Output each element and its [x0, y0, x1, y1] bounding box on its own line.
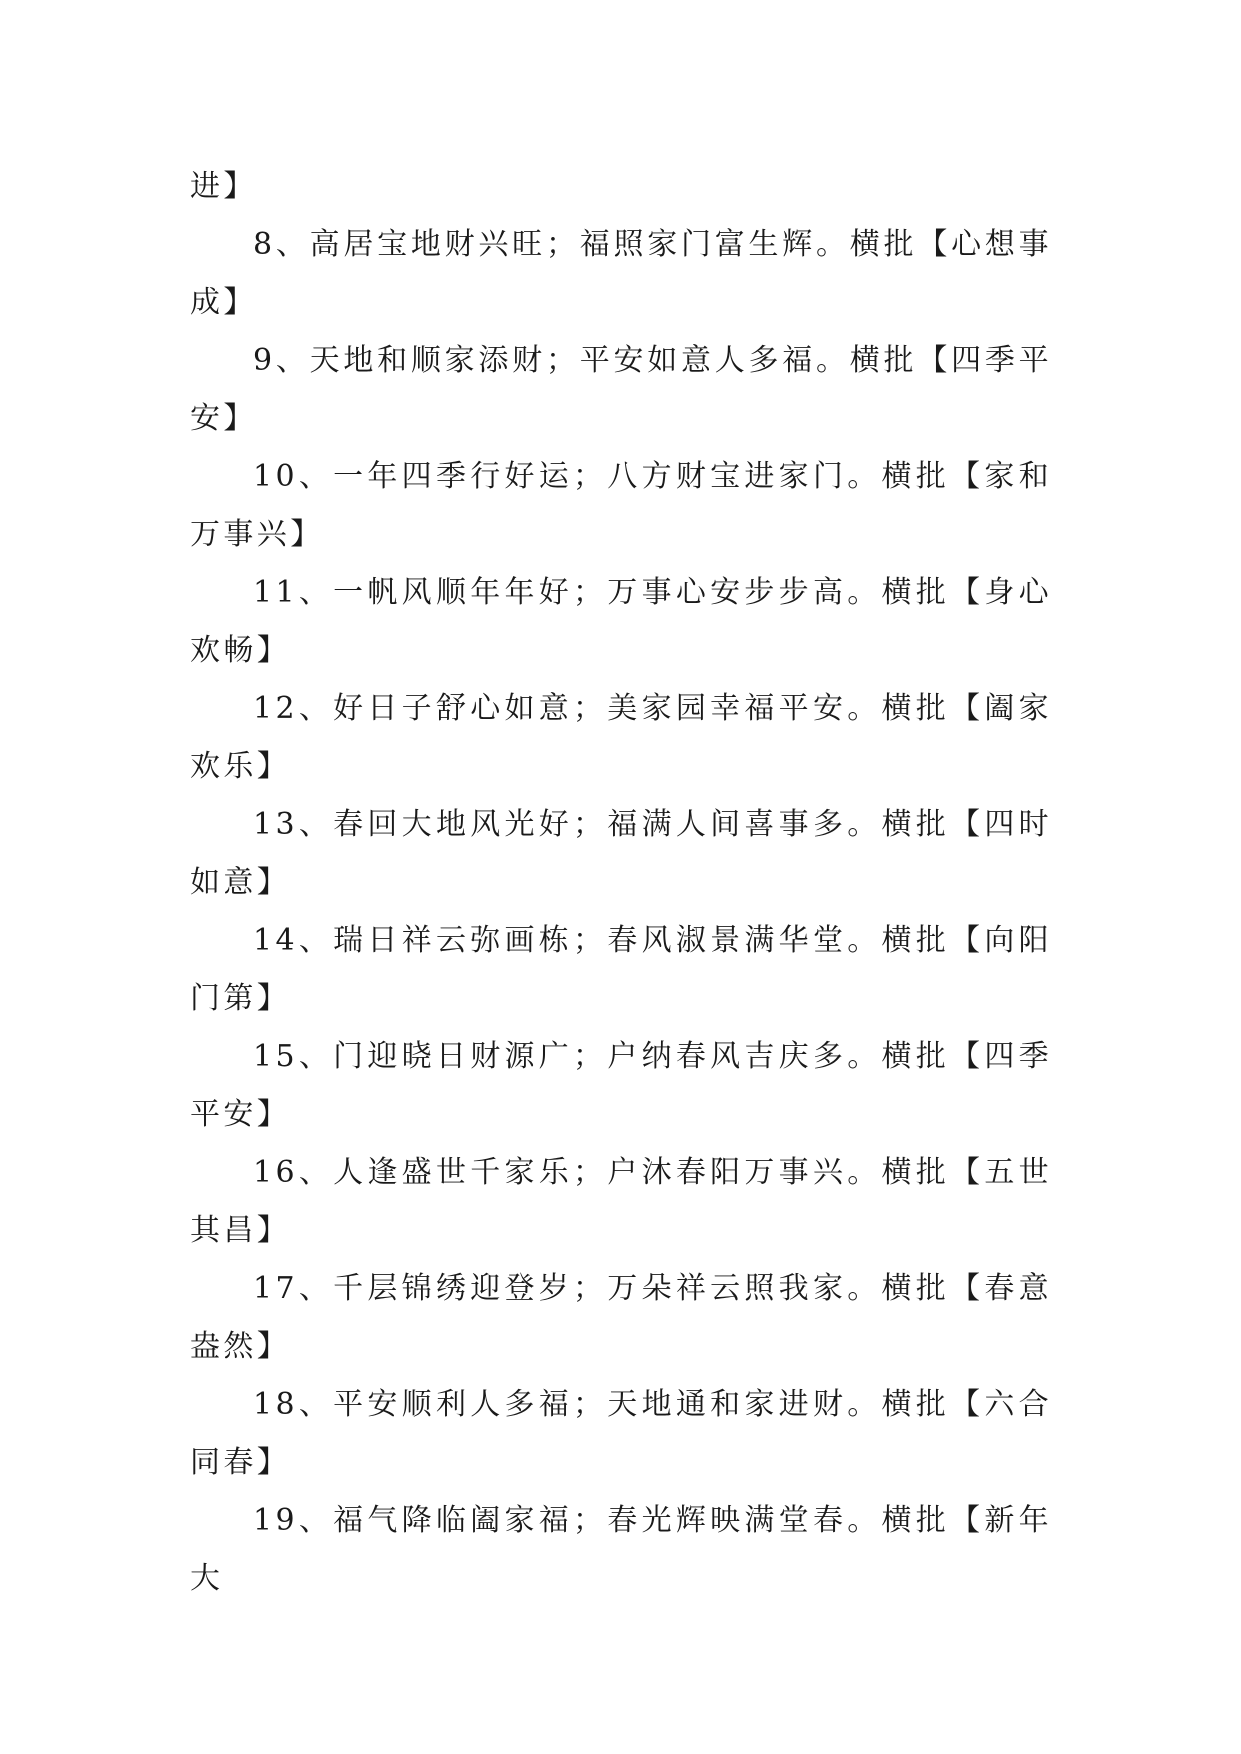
couplet-item-9: 9、天地和顺家添财；平安如意人多福。横批【四季平安】	[190, 343, 1052, 436]
couplet-item-16: 16、人逢盛世千家乐；户沐春阳万事兴。横批【五世其昌】	[190, 1155, 1052, 1248]
couplet-item-12: 12、好日子舒心如意；美家园幸福平安。横批【阖家欢乐】	[190, 691, 1052, 784]
couplet-item-8: 8、高居宝地财兴旺；福照家门富生辉。横批【心想事成】	[190, 227, 1052, 320]
couplet-item-14: 14、瑞日祥云弥画栋；春风淑景满华堂。横批【向阳门第】	[190, 923, 1052, 1016]
couplet-item-18: 18、平安顺利人多福；天地通和家进财。横批【六合同春】	[190, 1387, 1052, 1480]
paragraph-continued: 进】	[190, 169, 257, 204]
couplet-item-13: 13、春回大地风光好；福满人间喜事多。横批【四时如意】	[190, 807, 1052, 900]
couplet-item-17: 17、千层锦绣迎登岁；万朵祥云照我家。横批【春意盎然】	[190, 1271, 1052, 1364]
document-page	[190, 158, 1052, 1608]
couplet-item-10: 10、一年四季行好运；八方财宝进家门。横批【家和万事兴】	[190, 459, 1052, 552]
couplet-item-11: 11、一帆风顺年年好；万事心安步步高。横批【身心欢畅】	[190, 575, 1052, 668]
couplet-item-15: 15、门迎晓日财源广；户纳春风吉庆多。横批【四季平安】	[190, 1039, 1052, 1132]
couplet-item-19: 19、福气降临阖家福；春光辉映满堂春。横批【新年大	[190, 1503, 1052, 1596]
